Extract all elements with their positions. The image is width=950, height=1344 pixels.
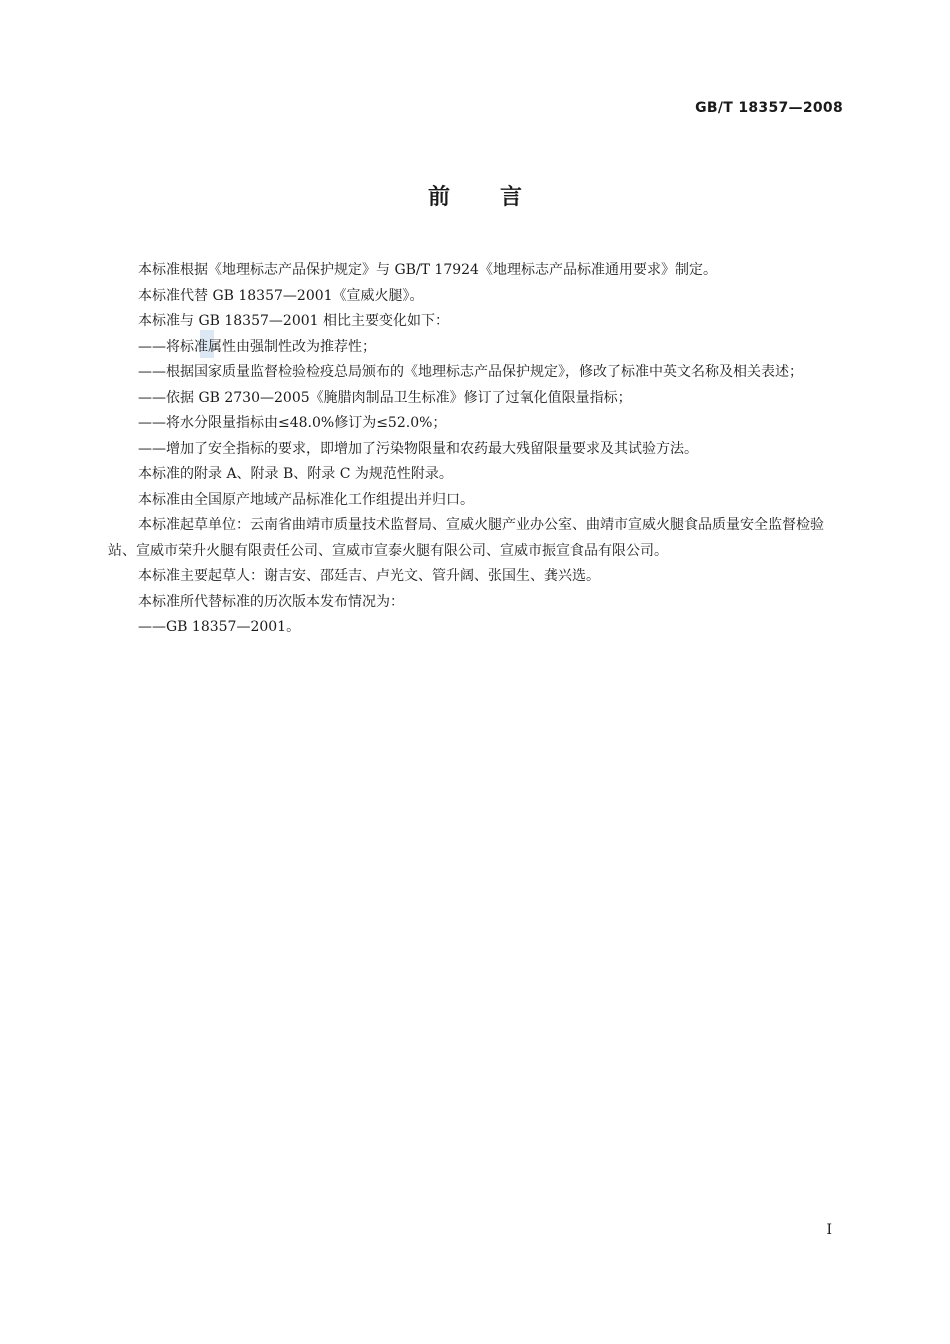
- paragraph-drafting-units: 本标准起草单位：云南省曲靖市质量技术监督局、宣威火腿产业办公室、曲靖市宣威火腿食品质量安全监督检验站、宣威市荣升火腿有限责任公司、宣威市宣泰火腿有限公司、宣威市振宣食品有限公司。: [108, 517, 824, 559]
- change-item: ——依据 GB 2730—2005《腌腊肉制品卫生标准》修订了过氧化值限量指标；: [138, 389, 632, 406]
- change-item: ——根据国家质量监督检验检疫总局颁布的《地理标志产品保护规定》，修改了标准中英文名称及相关表述；: [138, 364, 803, 380]
- page-title: 前言: [427, 185, 572, 210]
- paragraph-history-intro: 本标准所代替标准的历次版本发布情况为：: [138, 593, 404, 610]
- page-number: I: [826, 1222, 832, 1238]
- change-item: ——将标准属性由强制性改为推荐性；: [138, 338, 376, 355]
- paragraph-basis: 本标准根据《地理标志产品保护规定》与 GB/T 17924《地理标志产品标准通用要求》制定。: [138, 262, 717, 278]
- paragraph-replaces: 本标准代替 GB 18357—2001《宣威火腿》。: [138, 287, 424, 304]
- change-item: ——将水分限量指标由≤48.0%修订为≤52.0%；: [138, 415, 447, 431]
- paragraph-changes-intro: 本标准与 GB 18357—2001 相比主要变化如下：: [138, 313, 449, 329]
- paragraph-drafters: 本标准主要起草人：谢吉安、邵廷吉、卢光文、管升阔、张国生、龚兴选。: [138, 568, 600, 584]
- change-item: ——增加了安全指标的要求，即增加了污染物限量和农药最大残留限量要求及其试验方法。: [138, 440, 698, 457]
- foreword-body: [108, 258, 846, 641]
- history-item: ——GB 18357—2001。: [138, 619, 301, 635]
- paragraph-proposer: 本标准由全国原产地域产品标准化工作组提出并归口。: [138, 491, 474, 508]
- standard-code: GB/T 18357—2008: [695, 100, 843, 116]
- paragraph-appendices: 本标准的附录 A、附录 B、附录 C 为规范性附录。: [138, 466, 453, 482]
